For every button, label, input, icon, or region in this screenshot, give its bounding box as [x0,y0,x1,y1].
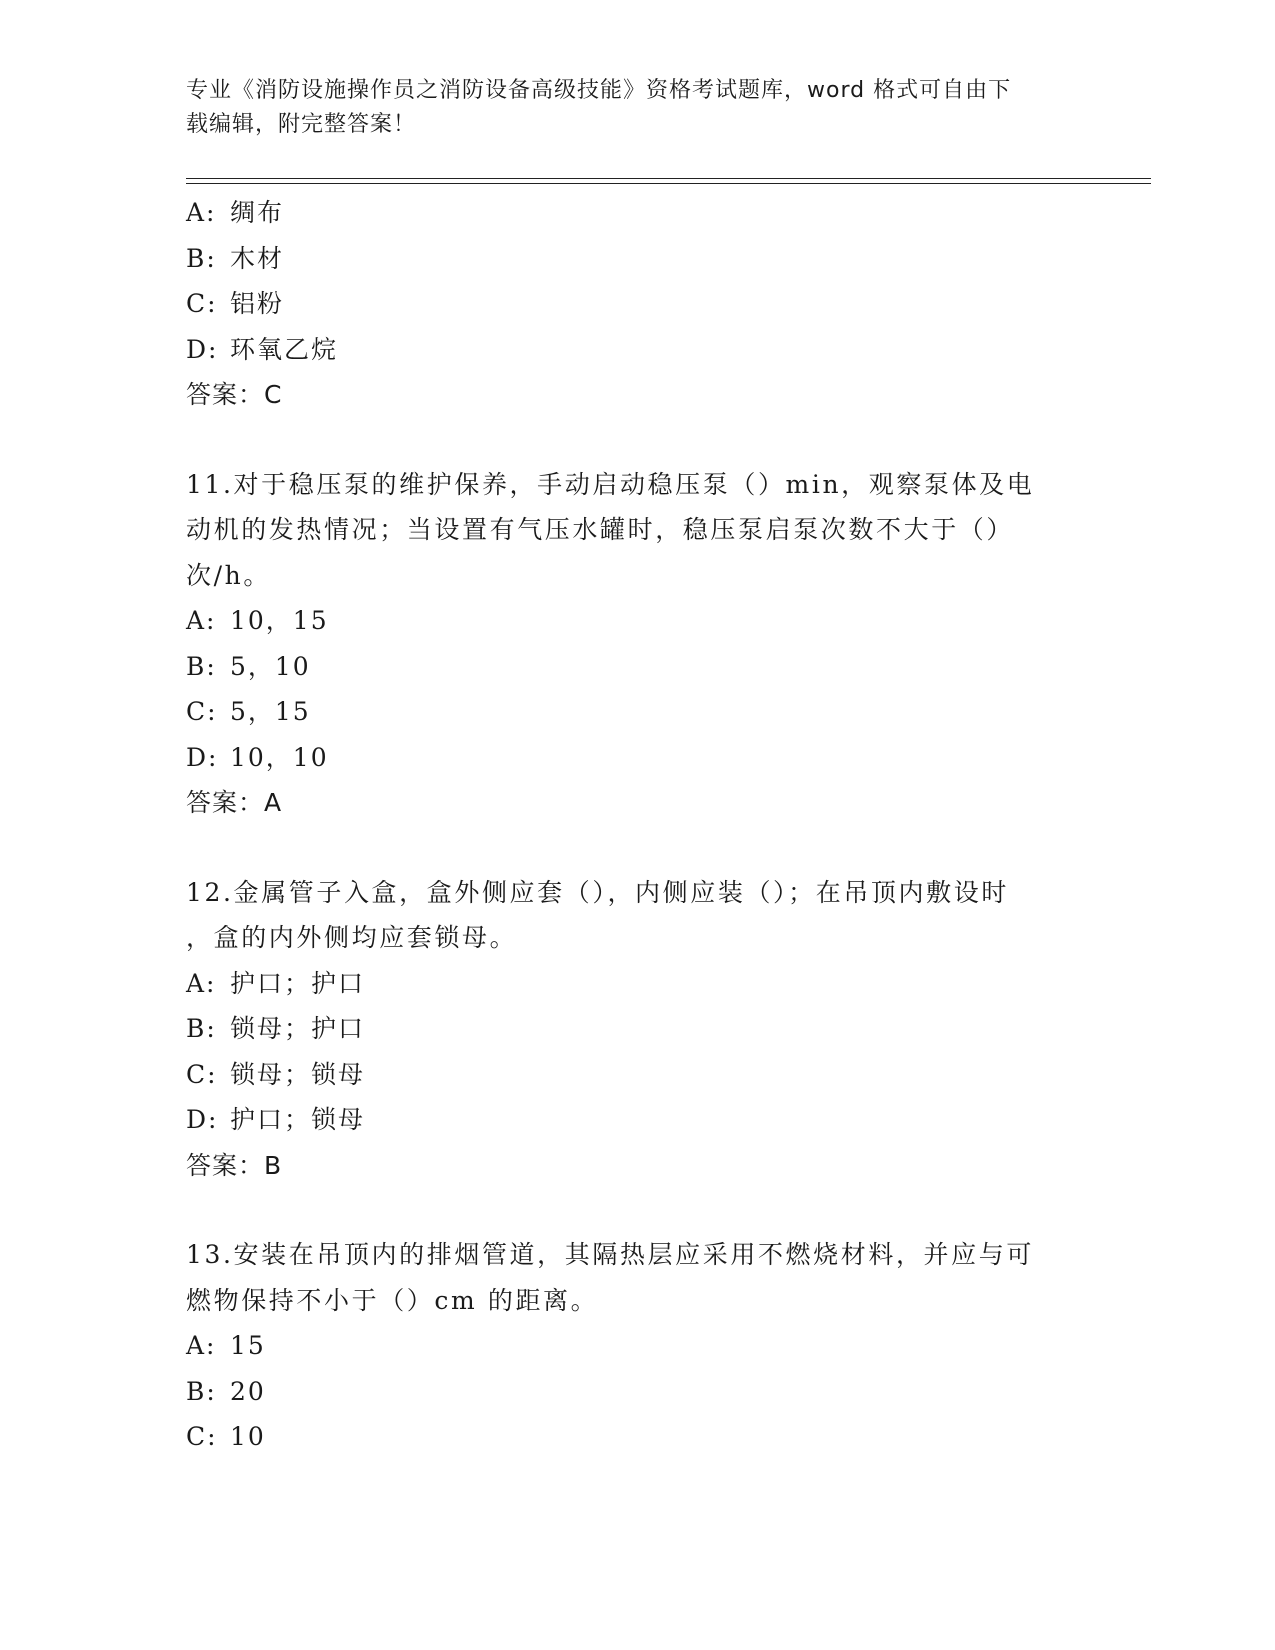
option-c [186,1052,1086,1098]
question-text-line: 11.对于稳压泵的维护保养，手动启动稳压泵（）min，观察泵体及电 [186,469,1035,499]
question-12 [186,870,1086,1189]
option-letter: A: [186,968,217,998]
option-text: 铝粉 [230,289,285,318]
header-line-1: 专业《消防设施操作员之消防设备高级技能》资格考试题库，word 格式可自由下 [186,78,1012,103]
option-letter: C: [186,289,218,318]
option-text: 5，10 [230,651,311,681]
option-text: 20 [230,1376,266,1406]
option-text: 15 [230,1331,266,1360]
option-text: 10，10 [230,742,329,772]
option-text: 10 [230,1422,266,1451]
option-letter: A: [186,198,217,227]
question-text-line: 动机的发热情况；当设置有气压水罐时，稳压泵启泵次数不大于（） [186,515,1015,544]
option-letter: A: [186,1331,217,1360]
question-text-line: 次/h。 [186,560,271,590]
option-b [186,644,1086,690]
question-text-line: 13.安装在吊顶内的排烟管道，其隔热层应采用不燃烧材料，并应与可 [186,1240,1034,1269]
option-letter: C: [186,697,218,726]
option-letter: D: [186,1105,219,1134]
option-letter: D: [186,742,219,772]
answer-line: 答案：C [186,380,283,409]
option-a [186,961,1086,1007]
answer-line: 答案：B [186,1150,283,1180]
option-a [186,190,1086,236]
option-letter: C: [186,1422,218,1451]
document-header [186,74,1066,142]
option-letter: A: [186,606,217,635]
question-text-line: 12.金属管子入盒，盒外侧应套（），内侧应装（）；在吊顶内敷设时 [186,877,1009,907]
question-11 [186,462,1086,826]
option-text: 木材 [230,243,285,273]
option-c [186,689,1086,735]
option-letter: C: [186,1059,218,1089]
question-text-line: 燃物保持不小于（）cm 的距离。 [186,1285,599,1315]
option-c [186,1414,1086,1460]
option-letter: D: [186,334,219,364]
answer-line: 答案：A [186,788,283,817]
option-letter: B: [186,1376,217,1406]
option-text: 锁母；锁母 [230,1059,366,1089]
option-d [186,1097,1086,1143]
question-content [186,190,1086,1460]
option-b [186,236,1086,282]
option-text: 锁母；护口 [230,1014,366,1043]
option-letter: B: [186,243,217,273]
option-text: 10，15 [230,606,329,635]
question-13 [186,1232,1086,1460]
option-a [186,1323,1086,1369]
option-letter: B: [186,1014,217,1043]
option-b [186,1369,1086,1415]
header-line-2: 载编辑，附完整答案！ [186,112,417,137]
question-text-line: ，盒的内外侧均应套锁母。 [186,923,518,952]
option-text: 护口；锁母 [230,1105,366,1134]
option-text: 环氧乙烷 [230,334,339,364]
header-divider-bottom [186,183,1151,184]
option-text: 护口；护口 [230,968,366,998]
option-d [186,327,1086,373]
option-d [186,735,1086,781]
header-divider-top [186,178,1151,179]
option-letter: B: [186,651,217,681]
option-a [186,598,1086,644]
option-b [186,1006,1086,1052]
option-c [186,281,1086,327]
option-text: 5，15 [230,697,311,726]
option-text: 绸布 [230,198,285,227]
question-10-continued [186,190,1086,418]
